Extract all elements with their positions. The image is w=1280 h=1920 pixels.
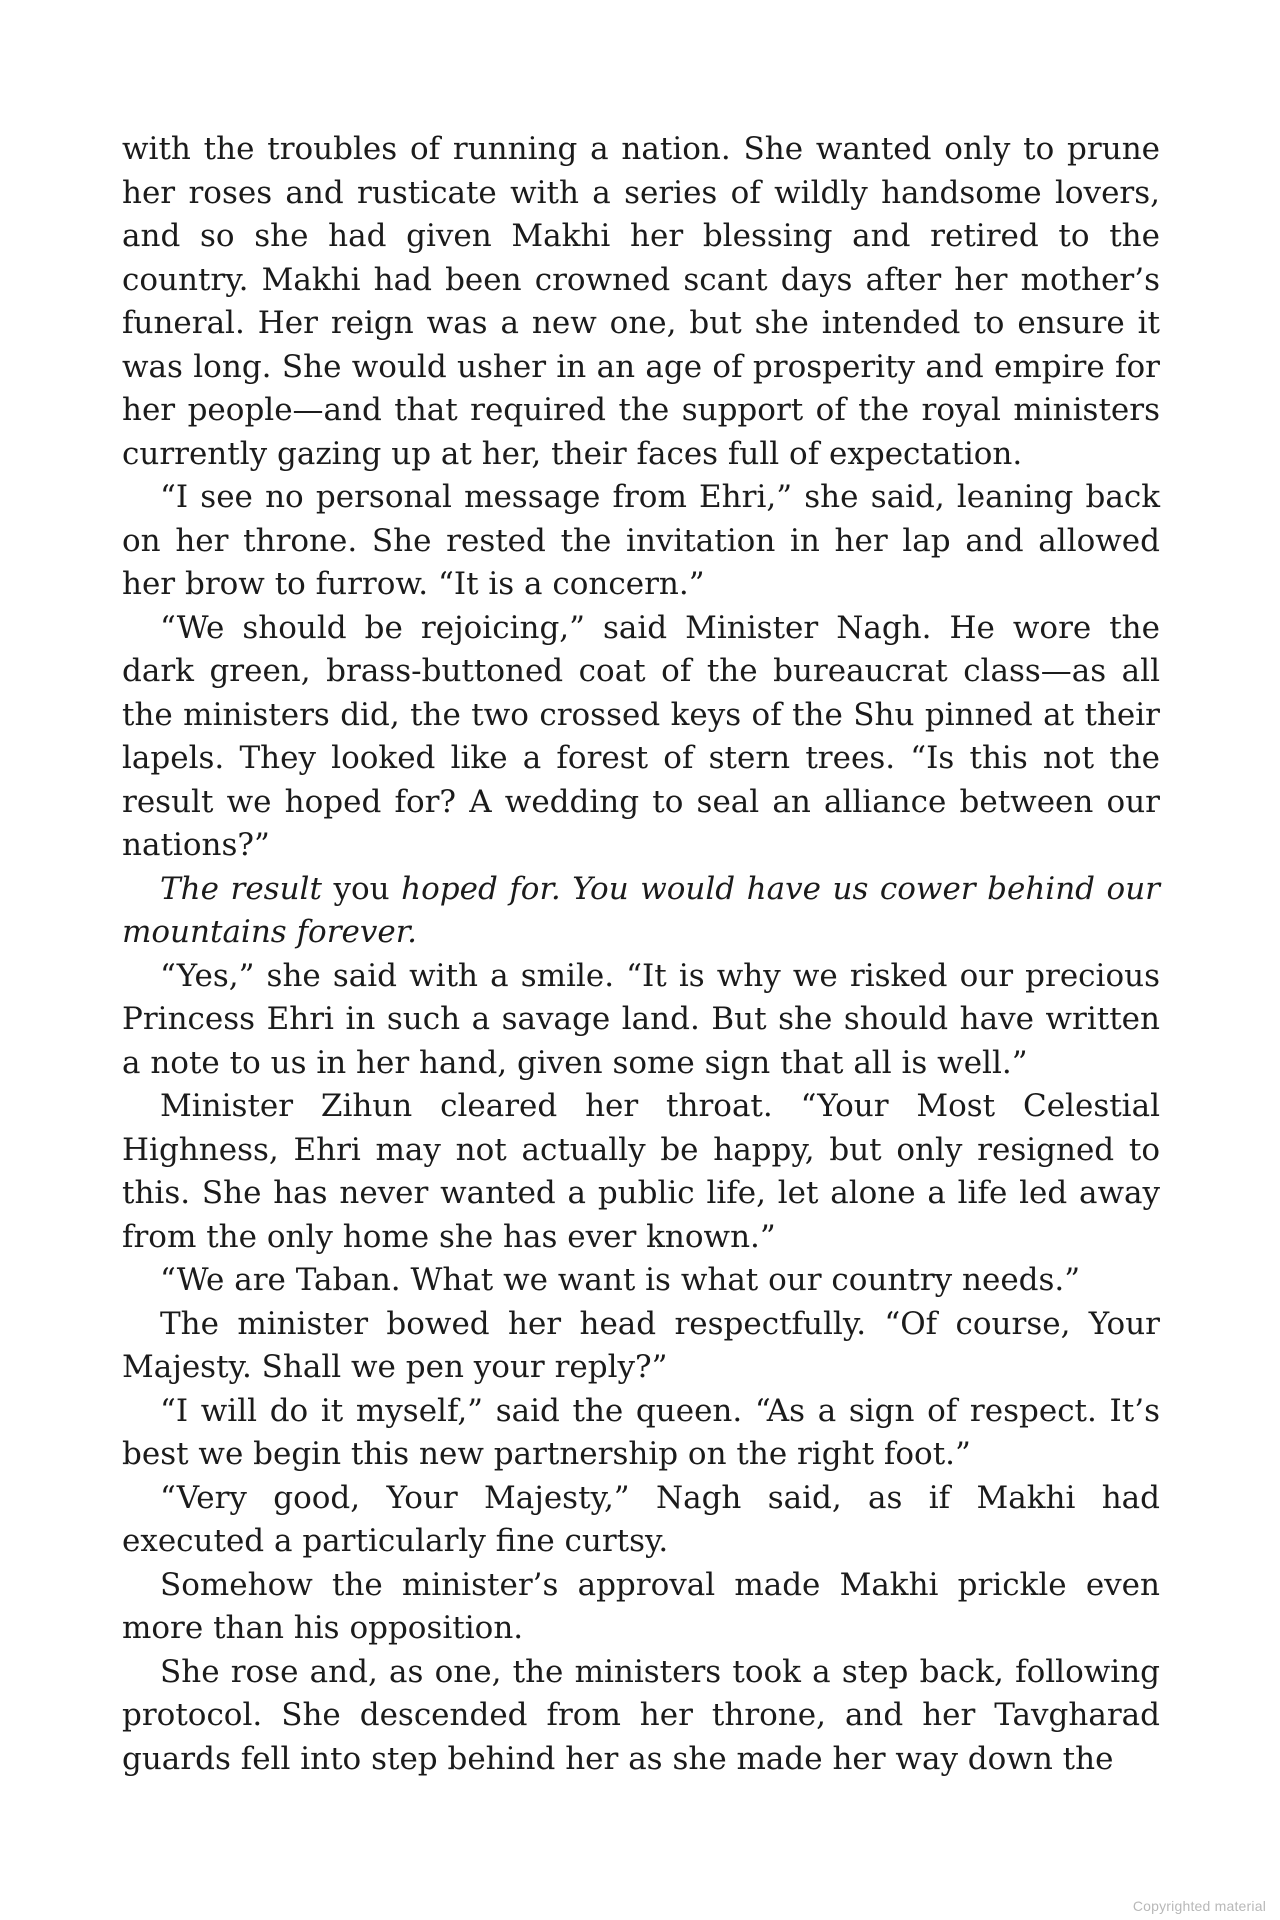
paragraph: Somehow the minister’s approval made Makhi prickle even more than his opposition. (122, 1566, 1160, 1646)
italic-text: The result (160, 870, 322, 907)
paragraph: “I see no personal message from Ehri,” she said, leaning back on her throne. She rested the invitation in her lap and allowed her brow to furrow. “It is a concern.” (122, 479, 1160, 602)
italic-thought-paragraph (122, 868, 1160, 955)
paragraph: with the troubles of running a nation. She wanted only to prune her roses and rusticate with a series of wildly handsome lovers, and so she had given Makhi her blessing and retired to the country. Makhi had been crowned scant days after her mother’s funeral. Her reign was a new one, but she intended to ensure it was long. She would usher in an age of prosperity and empire for her people—and that required the support of the royal ministers currently gazing up at her, their faces full of expectation. (122, 131, 1160, 472)
paragraph: “Yes,” she said with a smile. “It is why we risked our precious Princess Ehri in such a savage land. But she should have written a note to us in her hand, given some sign that all is well.” (122, 957, 1160, 1081)
paragraph: “I will do it myself,” said the queen. “As a sign of respect. It’s best we begin this new partnership on the right foot.” (122, 1392, 1160, 1472)
paragraph: “We should be rejoicing,” said Minister Nagh. He wore the dark green, brass-buttoned coat of the bureaucrat class—as all the ministers did, the two crossed keys of the Shu pinned at their lapels. They looked like a forest of stern trees. “Is this not the result we hoped for? A wedding to seal an alliance between our nations?” (122, 609, 1160, 863)
paragraph: She rose and, as one, the ministers took a step back, following protocol. She descended from her throne, and her Tavgharad guards fell into step behind her as she made her way down the (122, 1653, 1160, 1777)
copyright-watermark: Copyrighted material (1132, 1898, 1266, 1914)
paragraph: The minister bowed her head respectfully. “Of course, Your Majesty. Shall we pen your reply?” (122, 1305, 1160, 1385)
italic-text: hoped for. You would have us cower behind our mountains forever. (122, 870, 1160, 950)
page-text (122, 128, 1160, 1781)
paragraph: “Very good, Your Majesty,” Nagh said, as if Makhi had executed a particularly fine curtsy. (122, 1479, 1160, 1559)
paragraph: Minister Zihun cleared her throat. “Your Most Celestial Highness, Ehri may not actually be happy, but only resigned to this. She has never wanted a public life, let alone a life led away from the only home she has ever known.” (122, 1088, 1160, 1255)
paragraph: “We are Taban. What we want is what our country needs.” (160, 1262, 1081, 1298)
roman-text: you (321, 870, 402, 907)
